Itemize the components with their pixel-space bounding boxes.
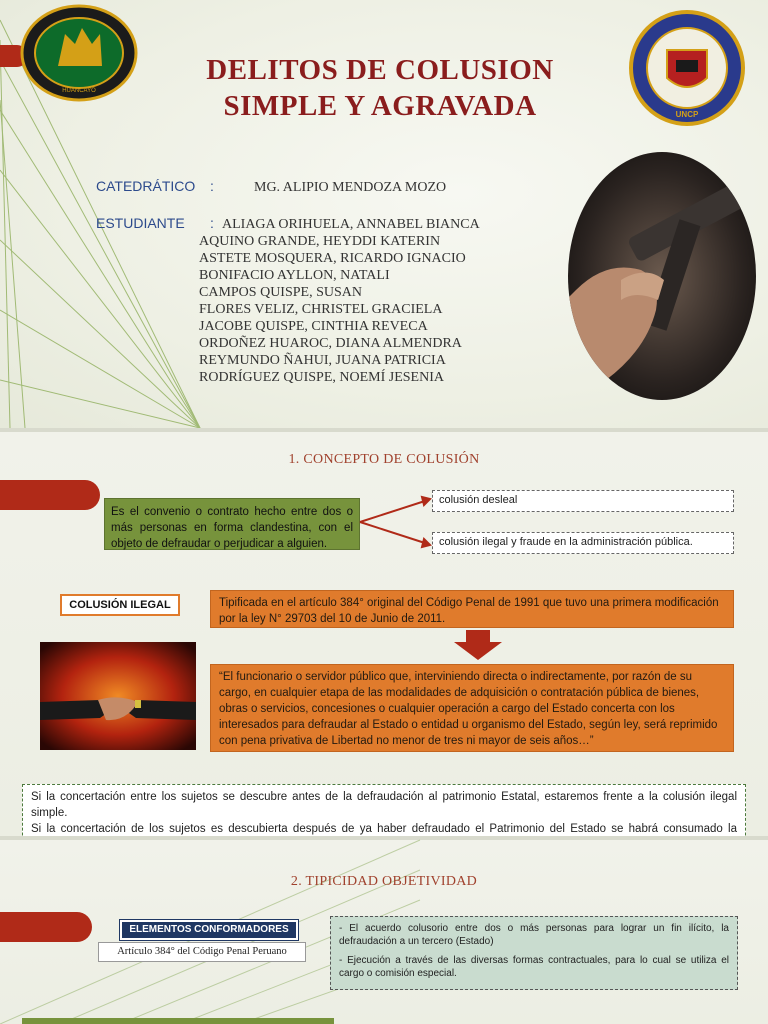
- branch-desleal: colusión desleal: [432, 490, 734, 512]
- student-name: JACOBE QUISPE, CINTHIA REVECA: [199, 319, 428, 334]
- catedratico-name: MG. ALIPIO MENDOZA MOZO: [254, 180, 447, 195]
- student-name: CAMPOS QUISPE, SUSAN: [199, 285, 362, 300]
- point-acuerdo: - El acuerdo colusorio entre dos o más personas para lograr un fin ilícito, la defraudación a un tercero (Estado): [339, 923, 729, 947]
- estudiante-separator: :: [210, 215, 214, 231]
- logo-left-bottom-text: HUANCAYO: [62, 88, 96, 94]
- accent-tab: [0, 912, 92, 942]
- note-agravada: Si la concertación de los sujetos es descubierta después de ya haber defraudado el Patrimonio del Estado se habrá consumado la: [31, 823, 737, 835]
- catedratico-separator: :: [210, 178, 214, 194]
- tipicidad-slide: [0, 840, 768, 1024]
- student-name: FLORES VELIZ, CHRISTEL GRACIELA: [199, 302, 443, 317]
- slide-title-line1: DELITOS DE COLUSION: [206, 54, 554, 86]
- gavel-image: [566, 150, 758, 402]
- branch-ilegal: colusión ilegal y fraude en la administración pública.: [432, 532, 734, 554]
- student-name: ORDOÑEZ HUAROC, DIANA ALMENDRA: [199, 336, 462, 351]
- student-name: AQUINO GRANDE, HEYDDI KATERIN: [199, 234, 441, 249]
- student-name: REYMUNDO ÑAHUI, JUANA PATRICIA: [199, 353, 446, 368]
- colusion-ilegal-tag: COLUSIÓN ILEGAL: [60, 594, 180, 616]
- university-logo: [20, 4, 138, 102]
- branch-arrows: [358, 492, 438, 552]
- section-title: 1. CONCEPTO DE COLUSIÓN: [288, 452, 480, 467]
- faculty-logo: [624, 10, 750, 126]
- elementos-tag: ELEMENTOS CONFORMADORES: [120, 920, 298, 940]
- definition-box: Es el convenio o contrato hecho entre dos o más personas en forma clandestina, con el objeto de defraudar o perjudicar a alguien.: [104, 498, 360, 550]
- point-ejecucion: - Ejecución a través de las diversas formas contractuales, para lo cual se utiliza el cargo o comisión especial.: [339, 955, 729, 979]
- student-name: BONIFACIO AYLLON, NATALI: [199, 268, 390, 283]
- slide-title-line2: SIMPLE Y AGRAVADA: [223, 90, 537, 122]
- section-title: 2. TIPICIDAD OBJETIVIDAD: [290, 874, 478, 889]
- handshake-image: [40, 642, 196, 750]
- catedratico-label: CATEDRÁTICO: [96, 178, 196, 194]
- accent-tab: [0, 480, 100, 510]
- student-name: ALIAGA ORIHUELA, ANNABEL BIANCA: [222, 217, 480, 232]
- down-arrow-icon: [452, 630, 504, 662]
- logo-right-bottom-text: UNCP: [675, 110, 699, 119]
- title-slide: [0, 0, 768, 428]
- quote-box: “El funcionario o servidor público que, interviniendo directa o indirectamente, por razón de su cargo, en cualquier etapa de las modalidades de adquisición o contratación pública de bienes, obras o servicios, concesiones o cualquier operación a cargo del Estado concerta con los interesados para defraudar al Estado o entidad u organismo del Estado, según ley, será reprimido con pena privativa de Libertad no menor de tres ni mayor de seis años…”: [210, 664, 734, 752]
- concept-slide: [0, 432, 768, 836]
- student-name: ASTETE MOSQUERA, RICARDO IGNACIO: [199, 251, 466, 266]
- student-name: RODRÍGUEZ QUISPE, NOEMÍ JESENIA: [199, 370, 444, 385]
- next-box-edge: [22, 1018, 334, 1024]
- points-box: [330, 916, 738, 990]
- note-simple: Si la concertación entre los sujetos se descubre antes de la defraudación al patrimonio Estatal, estaremos frente a la colusión ilegal simple.: [31, 791, 737, 819]
- tipificada-box: Tipificada en el artículo 384° original del Código Penal de 1991 que tuvo una primera modificación por la ley N° 29703 del 10 de Junio de 2011.: [210, 590, 734, 628]
- estudiante-label: ESTUDIANTE: [96, 215, 185, 231]
- articulo-box: Artículo 384° del Código Penal Peruano: [98, 942, 306, 962]
